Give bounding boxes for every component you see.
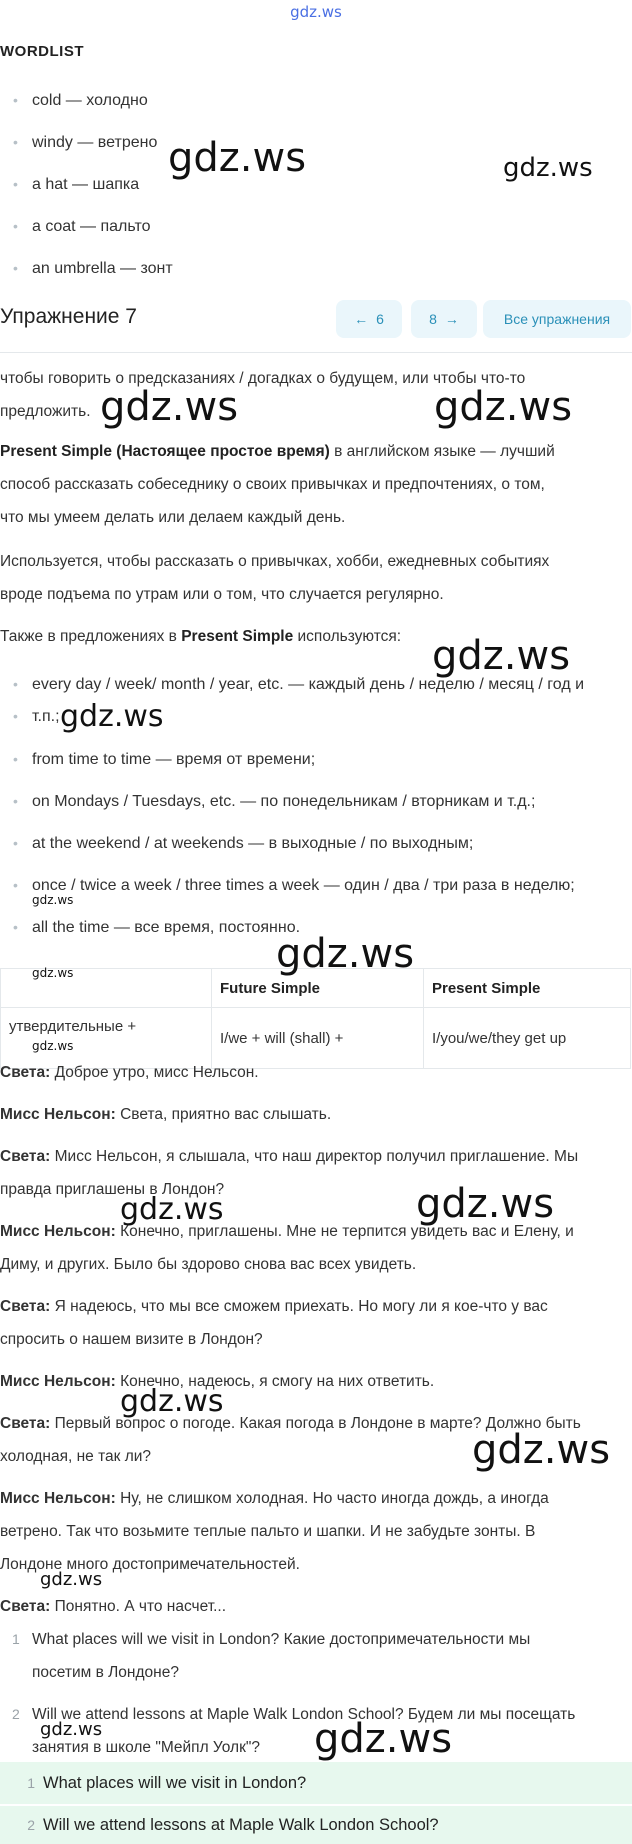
- watermark: gdz.ws: [314, 1716, 453, 1762]
- divider: [0, 352, 632, 353]
- question-item: 2 Will we attend lessons at Maple Walk London School? Будем ли мы посещать занятия в школе "Мейпл Уолк"?: [12, 1706, 576, 1756]
- exercise-title: Упражнение 7: [0, 305, 137, 328]
- marker-item: • from time to time — время от времени;: [14, 751, 315, 769]
- wordlist-item: • an umbrella — зонт: [14, 260, 173, 278]
- question-item: 1 What places will we visit in London? Какие достопримечательности мы посетим в Лондоне?: [12, 1631, 531, 1681]
- watermark: gdz.ws: [472, 1427, 611, 1473]
- answer-item: 2 Will we attend lessons at Maple Walk London School?: [0, 1806, 632, 1844]
- grammar-paragraph: Также в предложениях в Present Simple используются:: [0, 628, 402, 645]
- watermark: gdz.ws: [40, 1569, 103, 1590]
- marker-item: • at the weekend / at weekends — в выходные / по выходным;: [14, 835, 473, 853]
- marker-item: • once / twice a week / three times a week — один / два / три раза в неделю;: [14, 877, 575, 895]
- watermark: gdz.ws: [416, 1181, 555, 1227]
- answer-item: 1 What places will we visit in London?: [0, 1762, 632, 1804]
- next-exercise-button[interactable]: 8 →: [411, 300, 477, 338]
- dialog-line: Мисс Нельсон: Ну, не слишком холодная. Но часто иногда дождь, а иногда ветрено. Так что возьмите теплые пальто и шапки. И не забудьте зонты. В Лондоне много достопримечательностей.: [0, 1490, 549, 1573]
- marker-item-continued: • т.п.;: [14, 708, 60, 726]
- wordlist-item: • a hat — шапка: [14, 176, 139, 194]
- dialog-line: Света: Первый вопрос о погоде. Какая погода в Лондоне в марте? Должно быть холодная, не так ли?: [0, 1415, 581, 1465]
- arrow-right-icon: →: [444, 311, 459, 327]
- top-watermark: gdz.ws: [290, 3, 342, 21]
- watermark: gdz.ws: [100, 384, 239, 430]
- marker-item: • on Mondays / Tuesdays, etc. — по понедельникам / вторникам и т.д.;: [14, 793, 535, 811]
- table-cell: утвердительные +: [1, 1008, 212, 1069]
- marker-item: • every day / week/ month / year, etc. — каждый день / неделю / месяц / год и: [14, 676, 584, 694]
- prev-exercise-button[interactable]: ← 6: [336, 300, 402, 338]
- watermark: gdz.ws: [276, 931, 415, 977]
- dialog-line: Света: Я надеюсь, что мы все сможем приехать. Но могу ли я кое-что у вас спросить о нашем визите в Лондон?: [0, 1298, 548, 1348]
- wordlist-item: • a coat — пальто: [14, 218, 151, 236]
- wordlist-item: • cold — холодно: [14, 92, 148, 110]
- table-header-cell: Future Simple: [212, 969, 424, 1008]
- dialog-line: Света: Понятно. А что насчет...: [0, 1598, 227, 1615]
- wordlist-title: WORDLIST: [0, 43, 84, 60]
- table-cell: I/you/we/they get up: [424, 1008, 631, 1069]
- watermark: gdz.ws: [120, 1384, 224, 1419]
- watermark: gdz.ws: [503, 153, 593, 183]
- watermark: gdz.ws: [434, 384, 573, 430]
- all-exercises-button[interactable]: Все упражнения: [483, 300, 631, 338]
- watermark: gdz.ws: [40, 1719, 103, 1740]
- marker-item: • all the time — все время, постоянно.: [14, 919, 300, 937]
- grammar-paragraph: чтобы говорить о предсказаниях / догадках о будущем, или чтобы что-то предложить.: [0, 370, 526, 420]
- watermark: gdz.ws: [32, 893, 74, 907]
- watermark: gdz.ws: [432, 633, 571, 679]
- dialog-line: Мисс Нельсон: Света, приятно вас слышать.: [0, 1106, 332, 1123]
- watermark: gdz.ws: [60, 699, 164, 734]
- wordlist-item: • windy — ветрено: [14, 134, 157, 152]
- table-cell: I/we + will (shall) +: [212, 1008, 424, 1069]
- dialog-line: Мисс Нельсон: Конечно, приглашены. Мне не терпится увидеть вас и Елену, и Диму, и других. Было бы здорово снова вас всех увидеть.: [0, 1223, 574, 1273]
- tense-table: [0, 968, 631, 1069]
- grammar-paragraph: Present Simple (Настоящее простое время) в английском языке — лучший способ рассказать собеседнику о своих привычках и предпочтениях, о том, что мы умеем делать или делаем каждый день.: [0, 443, 555, 526]
- watermark: gdz.ws: [32, 1039, 74, 1053]
- grammar-paragraph: Используется, чтобы рассказать о привычках, хобби, ежедневных событиях вроде подъема по утрам или о том, что случается регулярно.: [0, 553, 550, 603]
- dialog-line: Света: Доброе утро, мисс Нельсон.: [0, 1064, 259, 1081]
- watermark: gdz.ws: [120, 1192, 224, 1227]
- watermark: gdz.ws: [32, 966, 74, 980]
- dialog-line: Света: Мисс Нельсон, я слышала, что наш директор получил приглашение. Мы правда приглашены в Лондон?: [0, 1148, 579, 1198]
- arrow-left-icon: ←: [354, 311, 369, 327]
- table-header-cell: Present Simple: [424, 969, 631, 1008]
- dialog-line: Мисс Нельсон: Конечно, надеюсь, я смогу на них ответить.: [0, 1373, 435, 1390]
- watermark: gdz.ws: [168, 135, 307, 181]
